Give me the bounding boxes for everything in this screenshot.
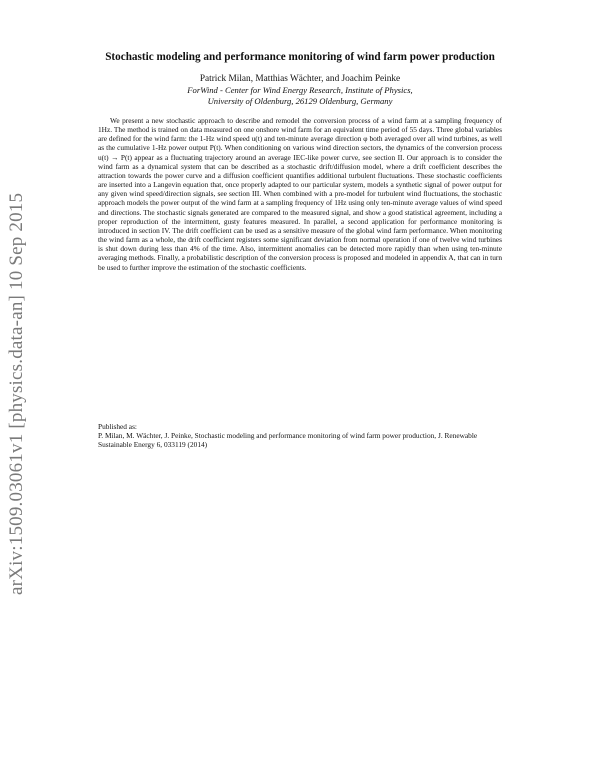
author-names: Patrick Milan, Matthias Wächter, and Joachim Peinke (199, 74, 401, 84)
author-block (40, 73, 560, 107)
arxiv-identifier-stamp: arXiv:1509.03061v1 [physics.data-an] 10 Sep 2015 (6, 192, 27, 595)
affiliation-line-1: ForWind - Center for Wind Energy Research, Institute of Physics, (187, 85, 413, 95)
published-label: Published as: (98, 422, 137, 431)
abstract-text: We present a new stochastic approach to describe and remodel the conversion process of a wind farm at a sampling frequency of 1Hz. The method is trained on data measured on one onshore wind farm for an equivalent time period of 55 days. Three global variables are defined for the wind farm: the 1-Hz wind speed u(t) and ten-minute average direction φ both averaged over all wind turbines, as well as the cumulative 1-Hz power output P(t). When conditioning on various wind direction sectors, the dynamics of the conversion process u(t) → P(t) appear as a fluctuating trajectory around an average IEC-like power curve, see section II. Our approach is to consider the wind farm as a dynamical system that can be described as a stochastic drift/diffusion model, where a drift coefficient describes the attraction towards the power curve and a diffusion coefficient quantifies additional turbulent fluctuations. These stochastic coefficients are inserted into a Langevin equation that, once properly adapted to our particular system, models a synthetic signal of power output for any given wind speed/direction signals, see section III. When combined with a pre-model for turbulent wind fluctuations, the stochastic approach models the power output of the wind farm at a sampling frequency of 1Hz using only ten-minute average values of wind speed and directions. The stochastic signals generated are compared to the measured signal, and show a good statistical agreement, including a proper reproduction of the intermittent, gusty features measured. In parallel, a second application for performance monitoring is introduced in section IV. The drift coefficient can be used as a sensitive measure of the global wind farm performance. When monitoring the wind farm as a whole, the drift coefficient registers some significant deviation from normal operation if one of twelve wind turbines is shut down during less than 4% of the time. Also, intermittent anomalies can be detected more rapidly than when using ten-minute averaging methods. Finally, a probabilistic description of the conversion process is proposed and modeled in appendix A, that can in turn be used to further improve the estimation of the stochastic coefficients. (98, 116, 502, 272)
paper-title: Stochastic modeling and performance monitoring of wind farm power production (105, 51, 495, 63)
published-citation: P. Milan, M. Wächter, J. Peinke, Stochastic modeling and performance monitoring of wind farm power production, J. Renewable Sustainable Energy 6, 033119 (2014) (98, 431, 478, 450)
publication-note (98, 422, 502, 449)
affiliation-line-2: University of Oldenburg, 26129 Oldenburg, Germany (207, 96, 393, 106)
